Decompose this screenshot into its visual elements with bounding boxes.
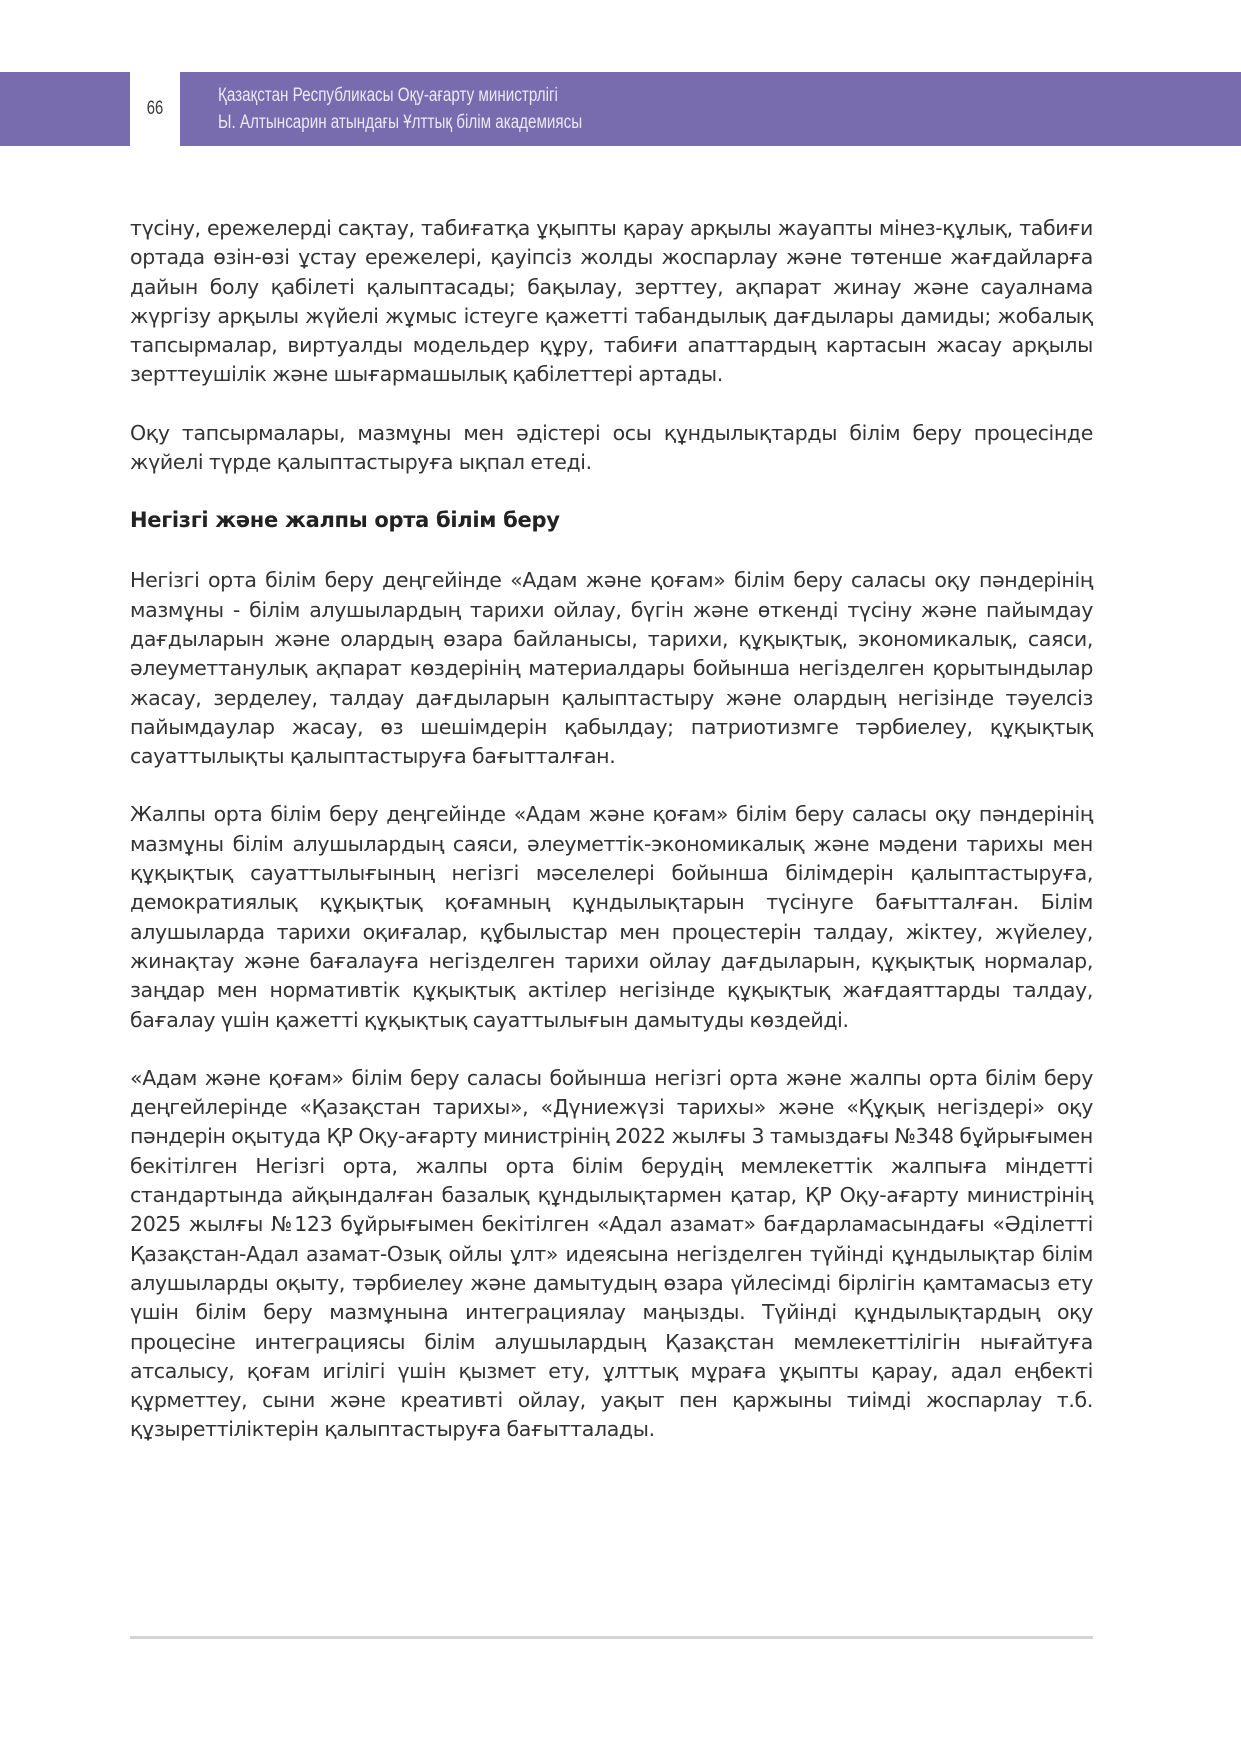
paragraph: «Адам және қоғам» білім беру саласы бойынша негізгі орта және жалпы орта білім беру деңгейлерінде «Қазақстан тарихы», «Дүниежүзі тарихы» және «Құқық негіздері» оқу пәндерін оқытуда ҚР Оқу-ағарту министрінің 2022 жылғы 3 тамыздағы №348 бұйрығымен бекітілген Негізгі орта, жалпы орта білім берудің мемлекеттік жалпыға міндетті стандартында айқындалған базалық құндылықтармен қатар, ҚР Оқу-ағарту министрінің 2025 жылғы №123 бұйрығымен бекітілген «Адал азамат» бағдарламасындағы «Әділетті Қазақстан-Адал азамат-Озық ойлы ұлт» идеясына негізделген түйінді құндылықтар білім алушыларды оқыту, тәрбиелеу және дамытудың өзара үйлесімді бірлігін қамтамасыз ету үшін білім беру мазмұнына интеграциялау маңызды. Түйінді құндылықтардың оқу процесіне интеграциясы білім алушылардың Қазақстан мемлекеттілігін нығайтуға атсалысу, қоғам игілігі үшін қызмет ету, ұлттық мұраға ұқыпты қарау, адал еңбекті құрметтеу, сыни және креативті ойлау, уақыт пен қаржыны тиімді жоспарлау т.б. құзыреттіліктерін қалыптастыруға бағытталады. — [130, 1065, 1093, 1442]
paragraph: Негізгі орта білім беру деңгейінде «Адам және қоғам» білім беру саласы оқу пәндерінің мазмұны - білім алушылардың тарихи ойлау, бүгін және өткенді түсіну және пайымдау дағдыларын және олардың өзара байланысы, тарихи, құқықтық, экономикалық, саяси, әлеуметтанулық ақпарат көздерінің материалдары бойынша негізделген қорытындылар жасау, зерделеу, талдау дағдыларын қалыптастыру және олардың негізінде тәуелсіз пайымдаулар жасау, өз шешімдерін қабылдау; патриотизмге тәрбиелеу, құқықтық сауаттылықты қалыптастыруға бағытталған. — [130, 568, 1093, 769]
footer-divider — [130, 1636, 1093, 1639]
page-number: 66 — [146, 98, 164, 119]
running-header — [180, 72, 1241, 146]
paragraph: Жалпы орта білім беру деңгейінде «Адам және қоғам» білім беру саласы оқу пәндерінің мазмұны білім алушылардың саяси, әлеуметтік-экономикалық және мәдени тарихы мен құқықтық сауаттылығының негізгі мәселелері бойынша білімдерін қалыптастыруға, демократиялық құқықтық қоғамның құндылықтарын түсінуге бағытталған. Білім алушыларда тарихи оқиғалар, құбылыстар мен процестерін талдау, жіктеу, жүйелеу, жинақтау және бағалауға негізделген тарихи ойлау дағдыларын, құқықтық нормалар, заңдар мен нормативтік құқықтық актілер негізінде құқықтық жағдаяттарды талдау, бағалау үшін қажетті құқықтық сауаттылығын дамытуды көздейді. — [130, 802, 1093, 1032]
header-ministry-line: Қазақстан Республикасы Оқу-ағарту министрлігі — [218, 85, 558, 106]
section-heading: Негізгі және жалпы орта білім беру — [130, 508, 560, 533]
paragraph: Оқу тапсырмалары, мазмұны мен әдістері осы құндылықтарды білім беру процесінде жүйелі түрде қалыптастыруға ықпал етеді. — [130, 420, 1093, 475]
header-accent-bar-left — [0, 72, 130, 146]
header-academy-line: Ы. Алтынсарин атындағы Ұлттық білім академиясы — [218, 112, 583, 133]
page-body — [130, 214, 1093, 1474]
paragraph: түсіну, ережелерді сақтау, табиғатқа ұқыпты қарау арқылы жауапты мінез-құлық, табиғи ортада өзін-өзі ұстау ережелері, қауіпсіз жолды жоспарлау және төтенше жағдайларға дайын болу қабілеті қалыптасады; бақылау, зерттеу, ақпарат жинау және сауалнама жүргізу арқылы жүйелі жұмыс істеуге қажетті табандылық дағдылары дамиды; жобалық тапсырмалар, виртуалды модельдер құру, табиғи апаттардың картасын жасау арқылы зерттеушілік және шығармашылық қабілеттері артады. — [130, 216, 1093, 387]
